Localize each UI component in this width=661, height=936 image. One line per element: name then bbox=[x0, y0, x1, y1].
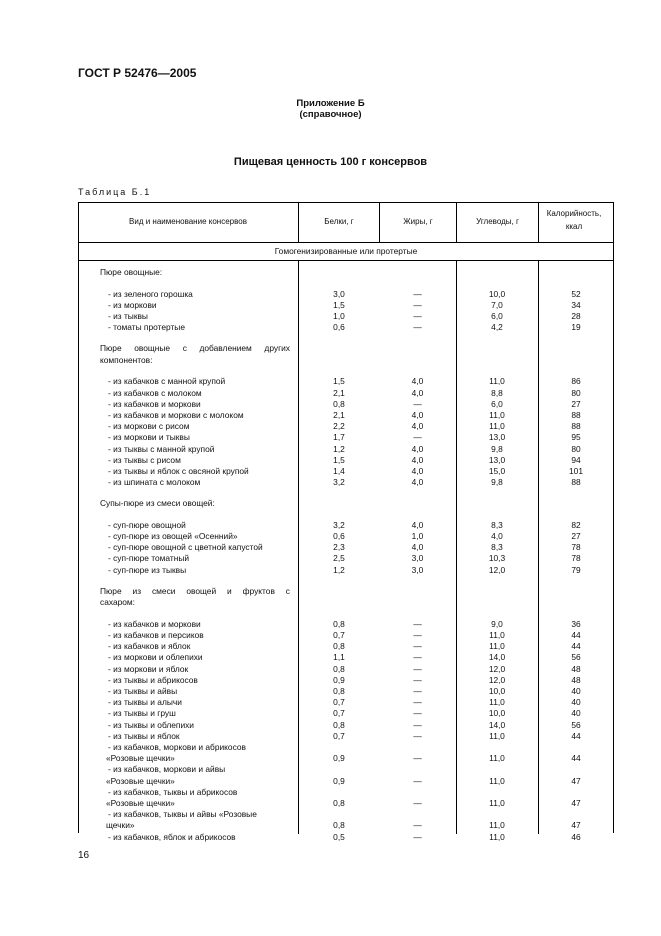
cell-carbs: 6,0 bbox=[491, 398, 503, 409]
cell-carbs: 11,0 bbox=[489, 697, 505, 708]
table-row bbox=[78, 663, 614, 675]
row-name: - из тыквы и облепихи bbox=[108, 719, 194, 730]
cell-carbs: 9,0 bbox=[491, 618, 503, 629]
cell-calories: 48 bbox=[571, 674, 581, 685]
row-name: «Розовые щечки» bbox=[106, 798, 175, 808]
cell-carbs: 13,0 bbox=[488, 432, 506, 443]
section-divider bbox=[78, 260, 614, 261]
cell-fat: — bbox=[413, 618, 422, 629]
cell-protein: 0,6 bbox=[333, 531, 345, 541]
cell-fat: 4,0 bbox=[411, 519, 424, 530]
cell-carbs: 11,0 bbox=[489, 630, 505, 640]
cell-carbs: 4,0 bbox=[491, 531, 503, 541]
cell-fat: — bbox=[413, 831, 422, 842]
cell-carbs: 11,0 bbox=[489, 831, 505, 842]
row-name: - суп-пюре из тыквы bbox=[108, 564, 187, 575]
cell-fat: — bbox=[413, 641, 422, 652]
cell-calories: 94 bbox=[571, 454, 581, 465]
column-header-carbs: Углеводы, г bbox=[476, 217, 519, 226]
cell-protein: 2,1 bbox=[333, 409, 345, 420]
cell-calories: 19 bbox=[571, 322, 581, 333]
cell-carbs: 4,2 bbox=[491, 322, 503, 333]
cell-protein: 3,2 bbox=[333, 477, 345, 488]
cell-protein: 2,1 bbox=[333, 387, 345, 398]
table-row bbox=[78, 730, 614, 742]
section-title: Гомогенизированные или протертые bbox=[274, 246, 418, 256]
cell-carbs: 15,0 bbox=[488, 465, 506, 476]
table-group-label bbox=[78, 585, 614, 597]
row-name: - томаты протертые bbox=[108, 322, 185, 333]
cell-carbs: 14,0 bbox=[488, 719, 506, 730]
table-row bbox=[78, 741, 614, 753]
cell-carbs: 10,3 bbox=[488, 553, 506, 564]
row-name: - из тыквы и абрикосов bbox=[108, 674, 198, 685]
table-row bbox=[78, 696, 614, 708]
row-name: «Розовые щечки» bbox=[106, 775, 175, 786]
column-header-protein: Белки, г bbox=[324, 217, 354, 226]
cell-carbs: 11,0 bbox=[489, 376, 505, 387]
column-header-name: Вид и наименование консервов bbox=[129, 217, 247, 226]
column-header-fat: Жиры, г bbox=[403, 217, 433, 226]
cell-calories: 52 bbox=[571, 288, 581, 299]
cell-calories: 40 bbox=[571, 686, 581, 696]
cell-fat: — bbox=[413, 310, 422, 321]
cell-fat: — bbox=[413, 719, 422, 730]
cell-carbs: 11,0 bbox=[489, 753, 505, 764]
table-row bbox=[78, 443, 614, 455]
cell-carbs: 13,0 bbox=[488, 454, 506, 465]
cell-calories: 44 bbox=[571, 641, 581, 652]
row-name: «Розовые щечки» bbox=[106, 753, 175, 764]
table-group-label bbox=[78, 497, 614, 509]
cell-calories: 27 bbox=[571, 398, 581, 409]
table-row bbox=[78, 831, 614, 843]
cell-fat: 4,0 bbox=[411, 477, 424, 488]
table-group-label bbox=[78, 342, 614, 354]
cell-fat: — bbox=[413, 775, 422, 786]
cell-protein: 0,7 bbox=[333, 708, 345, 719]
table-row bbox=[78, 454, 614, 466]
cell-protein: 0,9 bbox=[333, 753, 345, 764]
row-name: - из кабачков и персиков bbox=[108, 630, 204, 640]
table-row bbox=[78, 763, 614, 775]
cell-fat: — bbox=[413, 674, 422, 685]
cell-protein: 0,8 bbox=[333, 663, 345, 674]
row-name: - из тыквы с рисом bbox=[108, 454, 181, 465]
table-row bbox=[78, 775, 614, 787]
row-name: Пюре овощные с добавлением других bbox=[100, 343, 290, 354]
appendix-title: Приложение Б bbox=[296, 98, 365, 109]
table-row bbox=[78, 310, 614, 322]
table-row bbox=[78, 431, 614, 443]
row-name: - суп-пюре овощной с цветной капустой bbox=[108, 542, 263, 553]
table-row bbox=[78, 387, 614, 399]
row-name: - из кабачков, моркови и айвы bbox=[108, 764, 226, 775]
cell-calories: 80 bbox=[571, 387, 581, 398]
cell-protein: 1,5 bbox=[333, 299, 345, 310]
cell-fat: — bbox=[413, 820, 422, 831]
cell-fat: — bbox=[413, 798, 422, 808]
row-name: Пюре овощные: bbox=[100, 267, 163, 277]
nutrition-table bbox=[78, 202, 614, 842]
cell-fat: 4,0 bbox=[411, 376, 424, 387]
cell-protein: 1,2 bbox=[333, 443, 345, 454]
column-header-calories: Калорийность, ккал bbox=[546, 209, 602, 231]
row-name: - из тыквы и груш bbox=[108, 708, 176, 719]
cell-carbs: 14,0 bbox=[488, 652, 506, 663]
cell-fat: 3,0 bbox=[411, 553, 424, 564]
cell-fat: — bbox=[413, 730, 422, 741]
cell-protein: 0,7 bbox=[333, 630, 345, 640]
cell-fat: — bbox=[413, 432, 422, 443]
cell-carbs: 11,0 bbox=[489, 421, 505, 432]
row-name: компонентов: bbox=[100, 354, 153, 365]
cell-calories: 44 bbox=[571, 753, 581, 764]
cell-fat: — bbox=[413, 398, 422, 409]
table-row bbox=[78, 719, 614, 731]
cell-calories: 48 bbox=[571, 663, 581, 674]
cell-calories: 34 bbox=[571, 299, 581, 310]
cell-calories: 80 bbox=[571, 443, 581, 454]
cell-protein: 2,3 bbox=[333, 542, 345, 553]
cell-protein: 0,8 bbox=[333, 398, 345, 409]
column-divider bbox=[538, 202, 539, 242]
table-label: Таблица Б.1 bbox=[78, 187, 152, 197]
row-name: - из кабачков с манной крупой bbox=[108, 376, 226, 387]
cell-fat: 3,0 bbox=[411, 564, 424, 575]
cell-carbs: 9,8 bbox=[491, 477, 503, 488]
cell-calories: 40 bbox=[571, 697, 581, 708]
table-group-label bbox=[78, 596, 614, 608]
cell-protein: 0,7 bbox=[333, 697, 345, 708]
cell-protein: 2,2 bbox=[333, 421, 345, 432]
row-name: - из шпината с молоком bbox=[108, 477, 201, 488]
cell-carbs: 7,0 bbox=[491, 299, 503, 310]
cell-carbs: 11,0 bbox=[489, 730, 505, 741]
table-row bbox=[78, 786, 614, 798]
row-name: - из тыквы с манной крупой bbox=[108, 443, 215, 454]
cell-carbs: 8,3 bbox=[491, 519, 503, 530]
cell-protein: 0,8 bbox=[333, 686, 345, 696]
cell-calories: 46 bbox=[571, 831, 581, 842]
cell-fat: — bbox=[413, 288, 422, 299]
cell-fat: 4,0 bbox=[411, 443, 424, 454]
cell-calories: 86 bbox=[571, 376, 581, 387]
cell-calories: 95 bbox=[571, 432, 581, 443]
table-row bbox=[78, 465, 614, 477]
cell-fat: — bbox=[413, 652, 422, 663]
cell-carbs: 8,3 bbox=[491, 542, 503, 553]
cell-protein: 1,1 bbox=[333, 652, 345, 663]
header-divider bbox=[78, 242, 614, 243]
row-name: - из кабачков, тыквы и айвы «Розовые bbox=[108, 809, 257, 820]
row-name: - суп-пюре овощной bbox=[108, 519, 186, 530]
cell-calories: 56 bbox=[571, 652, 581, 663]
row-name: - из моркови и тыквы bbox=[108, 432, 190, 443]
row-name: - из тыквы bbox=[108, 310, 148, 321]
cell-carbs: 6,0 bbox=[491, 310, 503, 321]
row-name: - из тыквы и айвы bbox=[108, 686, 178, 696]
row-name: - из моркови и облепихи bbox=[108, 652, 203, 663]
cell-calories: 44 bbox=[571, 730, 581, 741]
table-row bbox=[78, 398, 614, 410]
cell-carbs: 11,0 bbox=[489, 641, 505, 652]
cell-calories: 40 bbox=[571, 708, 581, 719]
row-name: сахаром: bbox=[100, 597, 135, 608]
cell-calories: 56 bbox=[571, 719, 581, 730]
cell-calories: 78 bbox=[571, 553, 581, 564]
cell-carbs: 11,0 bbox=[489, 820, 505, 831]
table-row bbox=[78, 629, 614, 641]
row-name: - из кабачков с молоком bbox=[108, 387, 202, 398]
cell-protein: 1,4 bbox=[333, 465, 345, 476]
table-row bbox=[78, 288, 614, 300]
table-row bbox=[78, 299, 614, 311]
table-row bbox=[78, 685, 614, 697]
cell-fat: 4,0 bbox=[411, 454, 424, 465]
cell-fat: — bbox=[413, 663, 422, 674]
row-name: - из тыквы и алычи bbox=[108, 697, 182, 708]
cell-carbs: 11,0 bbox=[489, 409, 505, 420]
cell-fat: — bbox=[413, 753, 422, 764]
row-name: - суп-пюре из овощей «Осенний» bbox=[108, 531, 238, 541]
cell-carbs: 12,0 bbox=[488, 564, 506, 575]
row-name: - из тыквы и яблок bbox=[108, 730, 180, 741]
cell-carbs: 10,0 bbox=[488, 708, 506, 719]
cell-calories: 27 bbox=[571, 531, 581, 541]
row-name: - суп-пюре томатный bbox=[108, 553, 190, 564]
cell-protein: 3,2 bbox=[333, 519, 345, 530]
cell-fat: — bbox=[413, 686, 422, 696]
table-row bbox=[78, 519, 614, 531]
cell-carbs: 12,0 bbox=[488, 674, 506, 685]
cell-calories: 101 bbox=[569, 465, 583, 476]
table-row bbox=[78, 564, 614, 576]
row-name: - из кабачков, тыквы и абрикосов bbox=[108, 786, 238, 797]
row-name: - из моркови и яблок bbox=[108, 663, 189, 674]
table-row bbox=[78, 618, 614, 630]
cell-fat: — bbox=[413, 708, 422, 719]
cell-calories: 88 bbox=[571, 409, 581, 420]
table-row bbox=[78, 409, 614, 421]
row-name: - из кабачков и моркови bbox=[108, 398, 201, 409]
table-row bbox=[78, 530, 614, 542]
cell-calories: 88 bbox=[571, 421, 581, 432]
table-group-label bbox=[78, 354, 614, 366]
cell-fat: — bbox=[413, 322, 422, 333]
cell-carbs: 10,0 bbox=[488, 288, 506, 299]
appendix-note: (справочное) bbox=[299, 109, 362, 120]
cell-fat: 4,0 bbox=[411, 387, 424, 398]
table-row bbox=[78, 797, 614, 809]
cell-fat: — bbox=[413, 299, 422, 310]
cell-calories: 47 bbox=[571, 798, 581, 808]
cell-protein: 1,2 bbox=[333, 564, 345, 575]
row-name: - из кабачков и яблок bbox=[108, 641, 191, 652]
row-name: - из зеленого горошка bbox=[108, 288, 193, 299]
cell-carbs: 8,8 bbox=[491, 387, 503, 398]
cell-protein: 0,7 bbox=[333, 730, 345, 741]
table-row bbox=[78, 819, 614, 831]
row-name: - из тыквы и яблок с овсяной крупой bbox=[108, 465, 249, 476]
cell-fat: — bbox=[413, 697, 422, 708]
cell-calories: 79 bbox=[571, 564, 581, 575]
table-row bbox=[78, 707, 614, 719]
cell-calories: 44 bbox=[571, 630, 581, 640]
table-row bbox=[78, 640, 614, 652]
table-row bbox=[78, 674, 614, 686]
cell-fat: 4,0 bbox=[411, 542, 424, 553]
table-row bbox=[78, 476, 614, 488]
cell-fat: 4,0 bbox=[411, 409, 424, 420]
table-group-label bbox=[78, 266, 614, 278]
cell-protein: 0,5 bbox=[333, 831, 345, 842]
cell-calories: 36 bbox=[571, 618, 581, 629]
cell-protein: 0,6 bbox=[333, 322, 345, 333]
row-name: Супы-пюре из смеси овощей: bbox=[100, 498, 215, 509]
row-name: Пюре из смеси овощей и фруктов с bbox=[100, 585, 290, 596]
cell-fat: 4,0 bbox=[411, 421, 424, 432]
cell-carbs: 11,0 bbox=[489, 798, 505, 808]
document-standard-number: ГОСТ Р 52476—2005 bbox=[78, 66, 197, 80]
cell-carbs: 9,8 bbox=[491, 443, 503, 454]
cell-protein: 0,8 bbox=[333, 820, 345, 831]
cell-calories: 82 bbox=[571, 519, 581, 530]
table-row bbox=[78, 375, 614, 387]
cell-carbs: 10,0 bbox=[488, 686, 506, 696]
table-row bbox=[78, 808, 614, 820]
cell-calories: 47 bbox=[571, 820, 581, 831]
row-name: - из моркови bbox=[108, 299, 157, 310]
cell-carbs: 12,0 bbox=[488, 663, 506, 674]
row-name: - из моркови с рисом bbox=[108, 421, 190, 432]
cell-protein: 1,7 bbox=[333, 432, 345, 443]
table-row bbox=[78, 651, 614, 663]
table-row bbox=[78, 321, 614, 333]
page-title: Пищевая ценность 100 г консервов bbox=[233, 156, 428, 168]
cell-protein: 1,5 bbox=[333, 454, 345, 465]
table-row bbox=[78, 552, 614, 564]
row-name: щечки» bbox=[106, 820, 135, 831]
cell-fat: — bbox=[413, 630, 422, 640]
cell-protein: 0,9 bbox=[333, 674, 345, 685]
table-row bbox=[78, 541, 614, 553]
cell-protein: 0,8 bbox=[333, 618, 345, 629]
cell-protein: 0,9 bbox=[333, 775, 345, 786]
cell-protein: 0,8 bbox=[333, 641, 345, 652]
row-name: - из кабачков, моркови и абрикосов bbox=[108, 742, 246, 752]
row-name: - из кабачков и моркови bbox=[108, 618, 201, 629]
cell-carbs: 11,0 bbox=[489, 775, 505, 786]
cell-protein: 2,5 bbox=[333, 553, 345, 564]
table-row bbox=[78, 420, 614, 432]
table-row bbox=[78, 752, 614, 764]
cell-protein: 1,5 bbox=[333, 376, 345, 387]
cell-protein: 3,0 bbox=[333, 288, 345, 299]
cell-protein: 0,8 bbox=[333, 798, 345, 808]
page-number: 16 bbox=[78, 850, 90, 861]
cell-protein: 0,8 bbox=[333, 719, 345, 730]
row-name: - из кабачков, яблок и абрикосов bbox=[108, 831, 236, 842]
cell-fat: 1,0 bbox=[411, 531, 424, 541]
cell-calories: 28 bbox=[571, 310, 581, 321]
cell-calories: 78 bbox=[571, 542, 581, 553]
cell-protein: 1,0 bbox=[333, 310, 345, 321]
cell-fat: 4,0 bbox=[411, 465, 424, 476]
cell-calories: 88 bbox=[571, 477, 581, 488]
cell-calories: 47 bbox=[571, 775, 581, 786]
row-name: - из кабачков и моркови с молоком bbox=[108, 409, 244, 420]
